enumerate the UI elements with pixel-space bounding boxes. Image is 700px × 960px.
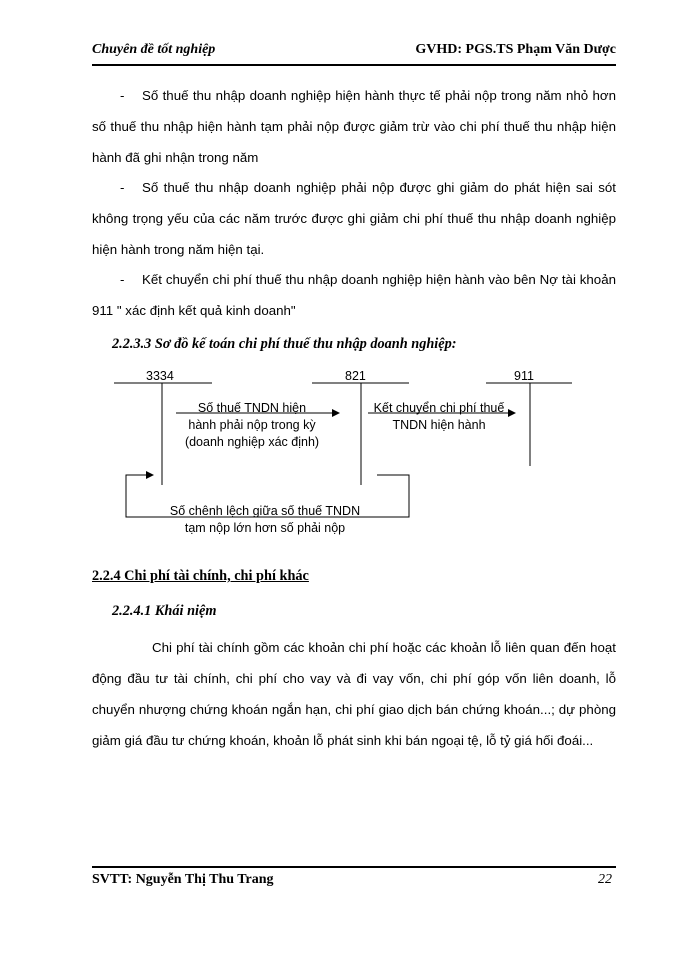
bullet-paragraph-3 bbox=[92, 264, 616, 326]
bullet-text-3: Kết chuyển chi phí thuế thu nhập doanh nghiệp hiện hành vào bên Nợ tài khoản 911 " xác định kết quả kinh doanh" bbox=[92, 272, 616, 318]
section-heading-2-2-4-1: 2.2.4.1 Khái niệm bbox=[112, 603, 217, 619]
header-divider bbox=[92, 64, 616, 66]
bullet-marker: - bbox=[120, 88, 125, 103]
footer-student: SVTT: Nguyễn Thị Thu Trang bbox=[92, 872, 274, 887]
flow-1-line-2: hành phải nộp trong kỳ bbox=[188, 418, 316, 432]
flow-2-line-1: Kết chuyển chi phí thuế bbox=[373, 401, 505, 415]
flow-1-line-3: (doanh nghiệp xác định) bbox=[184, 435, 320, 449]
bullet-marker: - bbox=[120, 180, 125, 195]
page-header bbox=[92, 42, 616, 64]
flow-1-label bbox=[172, 400, 332, 451]
flow-3-label bbox=[150, 503, 380, 537]
bullet-marker: - bbox=[120, 272, 125, 287]
flow-2-line-2: TNDN hiện hành bbox=[392, 418, 486, 432]
page-number: 22 bbox=[598, 872, 612, 887]
bullet-text-1: Số thuế thu nhập doanh nghiệp hiện hành thực tế phải nộp trong năm nhỏ hơn số thuế thu nhập hiện hành tạm phải nộp được giảm trừ vào chi phí thuế thu nhập hiện hành đã ghi nhận trong năm bbox=[92, 88, 616, 165]
flow-2-label bbox=[364, 400, 514, 434]
header-title: Chuyên đề tốt nghiệp bbox=[92, 42, 216, 57]
header-advisor: GVHD: PGS.TS Phạm Văn Dược bbox=[415, 42, 616, 57]
bullet-paragraph-1 bbox=[92, 80, 616, 173]
account-label-3334: 3334 bbox=[146, 369, 174, 383]
flow-1-line-1: Số thuế TNDN hiện bbox=[197, 401, 307, 415]
bullet-text-2: Số thuế thu nhập doanh nghiệp phải nộp được ghi giảm do phát hiện sai sót không trọng yếu của các năm trước được ghi giảm chi phí thuế thu nhập doanh nghiệp hiện hành trong năm hiện tại. bbox=[92, 180, 616, 257]
footer-divider bbox=[92, 866, 616, 868]
body-paragraph-2-2-4-1: Chi phí tài chính gồm các khoản chi phí hoặc các khoản lỗ liên quan đến hoạt động đầu tư tài chính, chi phí cho vay và đi vay vốn, chi phí góp vốn liên doanh, lỗ chuyển nhượng chứng khoán ngắn hạn, chi phí giao dịch bán chứng khoán...; dự phòng giảm giá đầu tư chứng khoán, khoản lỗ phát sinh khi bán ngoại tệ, lỗ tỷ giá hối đoái... bbox=[92, 640, 616, 748]
section-heading-2-2-4: 2.2.4 Chi phí tài chính, chi phí khác bbox=[92, 568, 309, 584]
flow-3-line-1: Số chênh lệch giữa số thuế TNDN bbox=[169, 504, 361, 518]
flow-3-line-2: tạm nộp lớn hơn số phải nộp bbox=[184, 521, 346, 535]
account-label-821: 821 bbox=[345, 369, 366, 383]
account-label-911: 911 bbox=[514, 369, 534, 383]
section-heading-2-2-3-3: 2.2.3.3 Sơ đồ kế toán chi phí thuế thu nhập doanh nghiệp: bbox=[112, 336, 457, 352]
accounting-diagram bbox=[0, 360, 700, 550]
page-footer bbox=[92, 872, 616, 894]
bullet-paragraph-2 bbox=[92, 172, 616, 265]
